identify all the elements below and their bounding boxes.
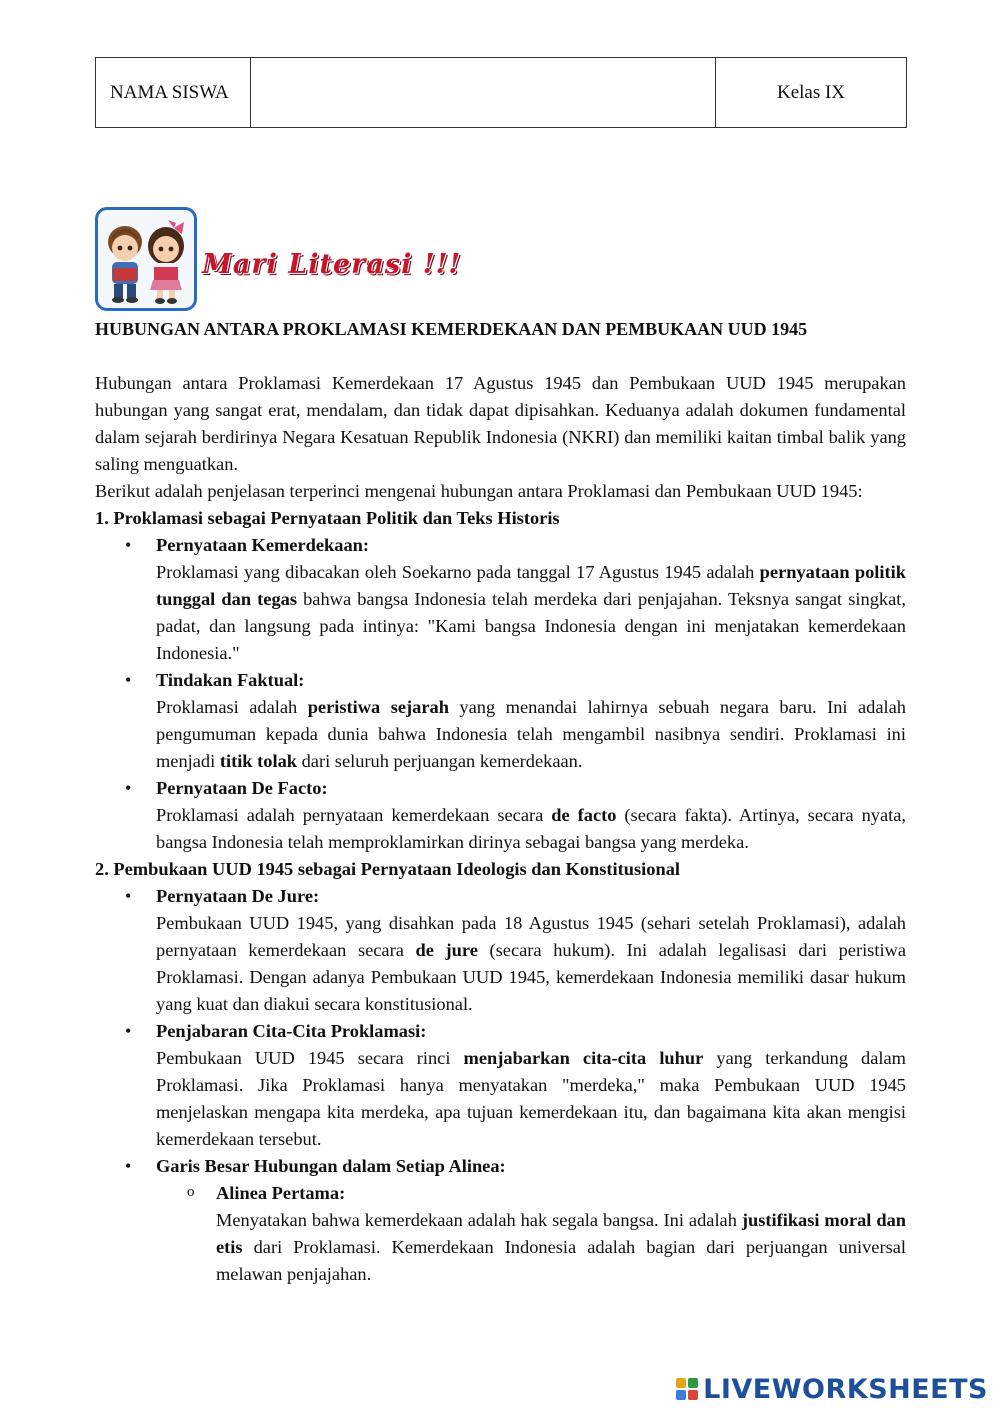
section-2-heading: 2. Pembukaan UUD 1945 sebagai Pernyataan Ideologis dan Konstitusional	[95, 859, 681, 879]
intro-paragraph-1: Hubungan antara Proklamasi Kemerdekaan 17 Agustus 1945 dan Pembukaan UUD 1945 merupakan hubungan yang sangat erat, mendalam, dan tidak dapat dipisahkan. Keduanya adalah dokumen fundamental dalam sejarah berdirinya Negara Kesatuan Republik Indonesia (NKRI) dan memiliki kaitan timbal balik yang saling menguatkan.	[95, 373, 906, 474]
student-name-field[interactable]	[251, 58, 716, 128]
sub-item-heading: o Alinea Pertama:	[216, 1183, 346, 1203]
section-2-list	[95, 883, 906, 1288]
student-header-table	[95, 57, 907, 128]
item-text: Proklamasi adalah peristiwa sejarah yang menandai lahirnya sebuah negara baru. Ini adalah pengumuman kepada dunia bahwa Indonesia telah mengambil nasibnya sendiri. Proklamasi ini menjadi titik tolak dari seluruh perjuangan kemerdekaan.	[156, 697, 906, 771]
children-reading-icon	[95, 207, 197, 311]
item-heading: • Tindakan Faktual:	[156, 670, 305, 690]
sub-list-item	[156, 1180, 906, 1288]
section-1-list	[95, 532, 906, 856]
list-item	[95, 1018, 906, 1153]
item-text: Pembukaan UUD 1945, yang disahkan pada 18 Agustus 1945 (sehari setelah Proklamasi), adalah pernyataan kemerdekaan secara de jure (secara hukum). Ini adalah legalisasi dari peristiwa Proklamasi. Dengan adanya Pembukaan UUD 1945, kemerdekaan Indonesia memiliki dasar hukum yang kuat dan diakui secara konstitusional.	[156, 913, 907, 1014]
sub-list	[156, 1180, 906, 1288]
document-body	[95, 316, 906, 1288]
liveworksheets-logo-icon	[676, 1378, 698, 1400]
intro-paragraph-2: Berikut adalah penjelasan terperinci mengenai hubungan antara Proklamasi dan Pembukaan UUD 1945:	[95, 481, 863, 501]
liveworksheets-footer[interactable]	[676, 1371, 988, 1407]
sub-item-text: Menyatakan bahwa kemerdekaan adalah hak segala bangsa. Ini adalah justifikasi moral dan etis dari Proklamasi. Kemerdekaan Indonesia adalah bagian dari perjuangan universal melawan penjajahan.	[216, 1210, 906, 1284]
item-text: Proklamasi adalah pernyataan kemerdekaan secara de facto (secara fakta). Artinya, secara nyata, bangsa Indonesia telah memproklamirkan dirinya sebagai bangsa yang merdeka.	[156, 805, 906, 852]
section-1-heading: 1. Proklamasi sebagai Pernyataan Politik dan Teks Historis	[95, 508, 560, 528]
item-heading: • Pernyataan De Jure:	[156, 886, 320, 906]
list-item	[95, 667, 906, 775]
brand-label: LIVEWORKSHEETS	[703, 1373, 988, 1405]
item-heading: • Penjabaran Cita-Cita Proklamasi:	[156, 1021, 427, 1041]
list-item	[95, 1153, 906, 1288]
item-heading: • Garis Besar Hubungan dalam Setiap Alinea:	[156, 1156, 506, 1176]
item-heading: • Pernyataan Kemerdekaan:	[156, 535, 369, 555]
list-item	[95, 532, 906, 667]
class-label: Kelas IX	[716, 58, 907, 128]
list-item	[95, 883, 906, 1018]
page-title: HUBUNGAN ANTARA PROKLAMASI KEMERDEKAAN DAN PEMBUKAAN UUD 1945	[95, 319, 808, 339]
item-text: Proklamasi yang dibacakan oleh Soekarno pada tanggal 17 Agustus 1945 adalah pernyataan politik tunggal dan tegas bahwa bangsa Indonesia telah merdeka dari penjajahan. Teksnya sangat singkat, padat, dan langsung pada intinya: "Kami bangsa Indonesia dengan ini menjatakan kemerdekaan Indonesia."	[156, 562, 906, 663]
item-heading: • Pernyataan De Facto:	[156, 778, 328, 798]
student-name-label: NAMA SISWA	[96, 58, 251, 128]
item-text: Pembukaan UUD 1945 secara rinci menjabarkan cita-cita luhur yang terkandung dalam Proklamasi. Jika Proklamasi hanya menyatakan "merdeka," maka Pembukaan UUD 1945 menjelaskan mengapa kita merdeka, apa tujuan kemerdekaan itu, dan bagaimana kita akan mengisi kemerdekaan tersebut.	[156, 1048, 906, 1149]
banner-title: Mari Literasi !!!	[202, 249, 462, 280]
list-item	[95, 775, 906, 856]
